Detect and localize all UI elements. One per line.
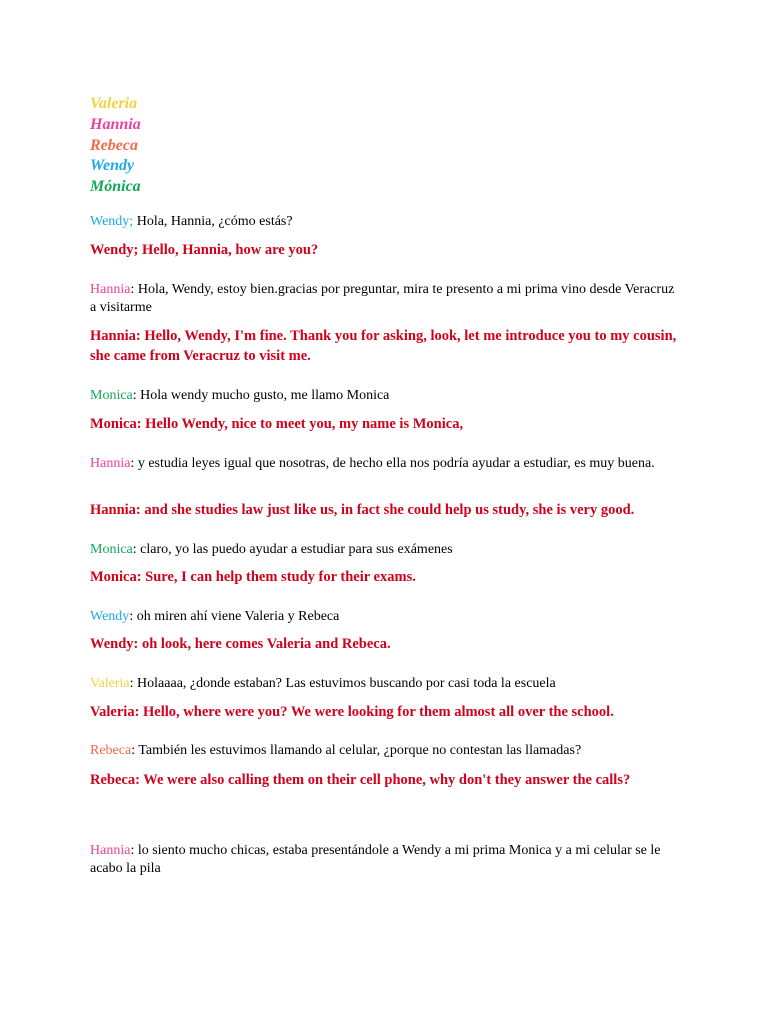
dialogue-spanish-hannia-1	[90, 281, 680, 317]
character-monica: Mónica	[90, 178, 141, 196]
spanish-text: y estudia leyes igual que nosotras, de hecho ella nos podría ayudar a estudiar, es muy buena.	[134, 456, 655, 471]
dialogue-english-monica-1: Monica: Hello Wendy, nice to meet you, my name is Monica,	[90, 416, 464, 432]
speaker-separator: :	[132, 542, 137, 557]
character-wendy: Wendy	[90, 157, 135, 175]
spanish-text: claro, yo las puedo ayudar a estudiar para sus exámenes	[136, 542, 453, 557]
dialogue-english-rebeca-1: Rebeca: We were also calling them on their cell phone, why don't they answer the calls?	[90, 772, 631, 788]
speaker-monica: Monica	[90, 542, 133, 557]
speaker-hannia: Hannia	[90, 456, 131, 471]
dialogue-spanish-monica-2	[90, 541, 680, 559]
dialogue-spanish-hannia-2	[90, 455, 680, 473]
speaker-separator: :	[130, 843, 135, 858]
spanish-text: Hola, Hannia, ¿cómo estás?	[133, 214, 293, 229]
speaker-separator: :	[132, 388, 137, 403]
speaker-separator: :	[129, 609, 134, 624]
spanish-text: También les estuvimos llamando al celular, ¿porque no contestan las llamadas?	[135, 743, 582, 758]
speaker-separator: :	[130, 456, 135, 471]
dialogue-spanish-valeria-1	[90, 675, 680, 693]
speaker-separator: :	[130, 282, 135, 297]
speaker-separator: :	[129, 676, 134, 691]
speaker-hannia: Hannia	[90, 282, 131, 297]
speaker-wendy: Wendy;	[90, 214, 134, 229]
speaker-separator: :	[131, 743, 136, 758]
dialogue-english-hannia-1: Hannia: Hello, Wendy, I'm fine. Thank you for asking, look, let me introduce you to my cousin, she came from Veracruz to visit me.	[90, 328, 677, 364]
dialogue-spanish-hannia-3	[90, 842, 680, 878]
dialogue-spanish-wendy-2	[90, 608, 680, 626]
dialogue-english-wendy-1: Wendy; Hello, Hannia, how are you?	[90, 242, 319, 258]
dialogue-english-wendy-2: Wendy: oh look, here comes Valeria and Rebeca.	[90, 636, 391, 652]
spanish-text: Hola, Wendy, estoy bien.gracias por preguntar, mira te presento a mi prima vino desde Veracruz a visitarme	[90, 282, 675, 315]
spanish-text: Holaaaa, ¿donde estaban? Las estuvimos buscando por casi toda la escuela	[133, 676, 556, 691]
spanish-text: lo siento mucho chicas, estaba presentándole a Wendy a mi prima Monica y a mi celular se le acabo la pila	[90, 843, 661, 876]
speaker-hannia: Hannia	[90, 843, 131, 858]
character-hannia: Hannia	[90, 115, 141, 133]
dialogue-english-hannia-2: Hannia: and she studies law just like us, in fact she could help us study, she is very good.	[90, 502, 635, 518]
spanish-text: Hola wendy mucho gusto, me llamo Monica	[136, 388, 390, 403]
dialogue-spanish-monica-1	[90, 387, 680, 405]
character-valeria: Valeria	[90, 95, 138, 112]
dialogue-english-monica-2: Monica: Sure, I can help them study for their exams.	[90, 569, 416, 585]
dialogue-spanish-rebeca-1	[90, 742, 680, 760]
dialogue-spanish-wendy-1	[90, 213, 680, 231]
spanish-text: oh miren ahí viene Valeria y Rebeca	[133, 609, 340, 624]
speaker-valeria: Valeria	[90, 676, 130, 691]
speaker-wendy: Wendy	[90, 609, 130, 624]
speaker-rebeca: Rebeca	[90, 743, 132, 758]
character-list	[90, 94, 141, 198]
dialogue-english-valeria-1: Valeria: Hello, where were you? We were looking for them almost all over the school.	[90, 704, 614, 720]
character-rebeca: Rebeca	[90, 136, 138, 154]
speaker-monica: Monica	[90, 388, 133, 403]
